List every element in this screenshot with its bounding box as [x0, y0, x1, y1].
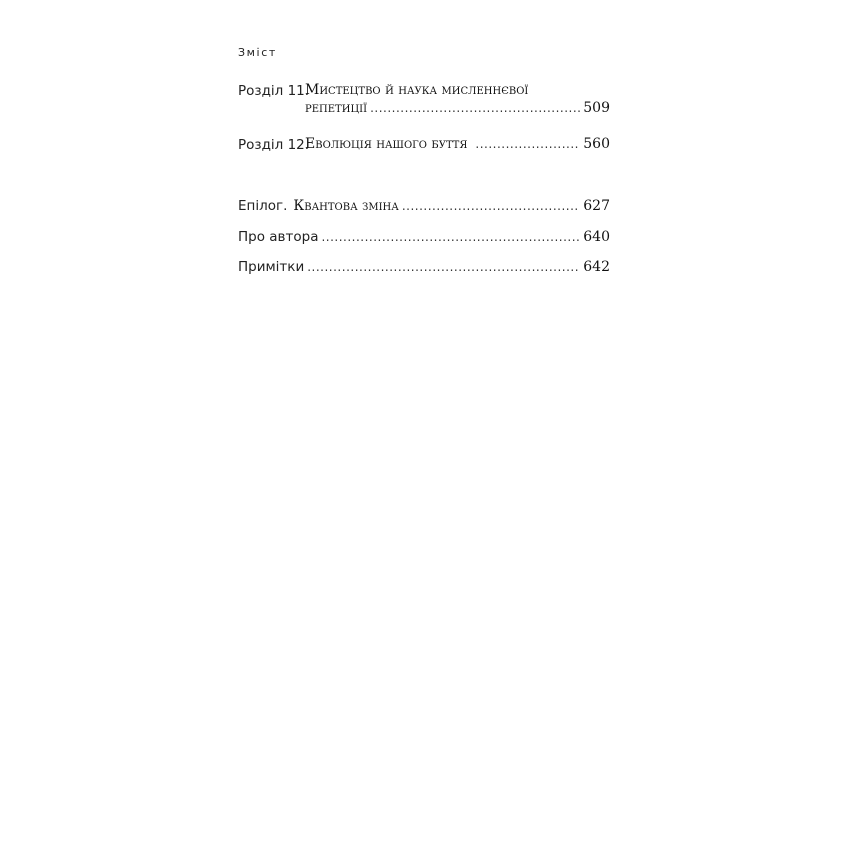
toc-entry-about-author[interactable] — [238, 227, 610, 249]
dot-leader — [307, 260, 580, 274]
toc-entry-notes[interactable] — [238, 257, 610, 279]
toc-entry-line — [238, 198, 610, 214]
running-head: Зміст — [238, 46, 277, 59]
toc-entry-title-continued: репетиції — [305, 100, 368, 116]
toc-page-number: 560 — [583, 136, 610, 152]
dot-leader — [321, 230, 580, 244]
toc-page-number: 509 — [583, 100, 610, 116]
toc-entry-title: Квантова зміна — [293, 198, 399, 214]
toc-entry-chapter-11[interactable] — [238, 80, 610, 124]
toc-entry-title: Про автора — [238, 229, 319, 245]
toc-entry-prefix: Розділ 11. — [238, 83, 310, 99]
toc-entry-title: Мистецтво й наука мисленнєвої — [305, 82, 529, 98]
dot-leader — [475, 137, 580, 151]
toc-page-number: 627 — [583, 198, 610, 214]
toc-entry-chapter-12[interactable] — [238, 134, 610, 156]
toc-entry-line — [305, 100, 610, 116]
toc-entry-line — [305, 136, 610, 152]
toc-entry-line — [238, 229, 610, 245]
toc-page-number: 640 — [583, 229, 610, 245]
toc-entry-prefix: Епілог. — [238, 198, 288, 214]
dot-leader — [370, 101, 580, 115]
toc-entry-title: Примітки — [238, 259, 305, 275]
toc-entry-line — [238, 259, 610, 275]
toc-page-number: 642 — [583, 259, 610, 275]
dot-leader — [402, 199, 580, 213]
toc-entry-title: Еволюція нашого буття — [305, 136, 468, 152]
toc-entry-epilogue[interactable] — [238, 196, 610, 218]
toc-entry-prefix: Розділ 12. — [238, 137, 310, 153]
